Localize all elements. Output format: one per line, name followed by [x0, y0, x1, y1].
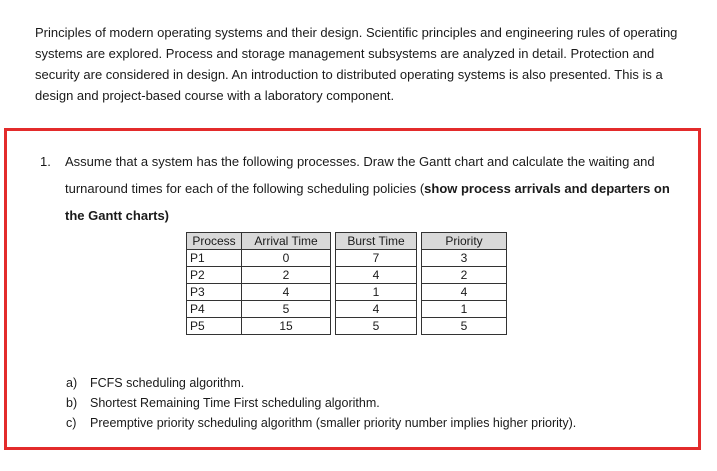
- cell-process: P2: [187, 267, 242, 284]
- cell-process: P5: [187, 318, 242, 335]
- header-burst-time: Burst Time: [336, 233, 417, 250]
- cell-priority: 5: [422, 318, 507, 335]
- course-description: Principles of modern operating systems and their design. Scientific principles and engineering rules of operating systems are explored. Process and storage management subsystems are analyzed in detail. Protection and security are considered in design. An introduction to distributed operating systems is also presented. This is a design and project-based course with a laboratory component.: [35, 25, 678, 103]
- cell-process: P3: [187, 284, 242, 301]
- header-arrival-time: Arrival Time: [242, 233, 331, 250]
- question-text-bold: show process arrivals and departers on the Gantt charts): [65, 181, 670, 223]
- cell-priority: 1: [422, 301, 507, 318]
- question-text: [65, 148, 680, 229]
- list-item: [66, 393, 576, 413]
- list-item: [66, 413, 576, 433]
- table-row: [187, 301, 507, 318]
- part-label: a): [66, 376, 78, 390]
- part-text: Shortest Remaining Time First scheduling algorithm.: [90, 396, 380, 410]
- cell-arrival-time: 5: [242, 301, 331, 318]
- table-row: [187, 250, 507, 267]
- question-text-plain: Assume that a system has the following processes. Draw the Gantt chart and calculate the waiting and turnaround times for each of the following scheduling policies (: [65, 154, 655, 196]
- process-table: [186, 232, 507, 335]
- cell-priority: 2: [422, 267, 507, 284]
- table-header-row: [187, 233, 507, 250]
- table-row: [187, 284, 507, 301]
- cell-process: P4: [187, 301, 242, 318]
- part-text: Preemptive priority scheduling algorithm (smaller priority number implies higher priority).: [90, 416, 577, 430]
- cell-burst-time: 1: [336, 284, 417, 301]
- cell-process: P1: [187, 250, 242, 267]
- cell-priority: 3: [422, 250, 507, 267]
- header-process: Process: [187, 233, 242, 250]
- header-priority: Priority: [422, 233, 507, 250]
- table-row: [187, 267, 507, 284]
- cell-arrival-time: 0: [242, 250, 331, 267]
- part-text: FCFS scheduling algorithm.: [90, 376, 245, 390]
- cell-priority: 4: [422, 284, 507, 301]
- part-label: c): [66, 416, 77, 430]
- cell-burst-time: 7: [336, 250, 417, 267]
- cell-arrival-time: 15: [242, 318, 331, 335]
- cell-burst-time: 5: [336, 318, 417, 335]
- list-item: [66, 373, 576, 393]
- cell-arrival-time: 4: [242, 284, 331, 301]
- table-row: [187, 318, 507, 335]
- question-number: 1.: [40, 154, 51, 169]
- question-parts-list: [66, 373, 576, 433]
- part-label: b): [66, 396, 78, 410]
- cell-arrival-time: 2: [242, 267, 331, 284]
- question-1: [40, 148, 680, 229]
- cell-burst-time: 4: [336, 267, 417, 284]
- cell-burst-time: 4: [336, 301, 417, 318]
